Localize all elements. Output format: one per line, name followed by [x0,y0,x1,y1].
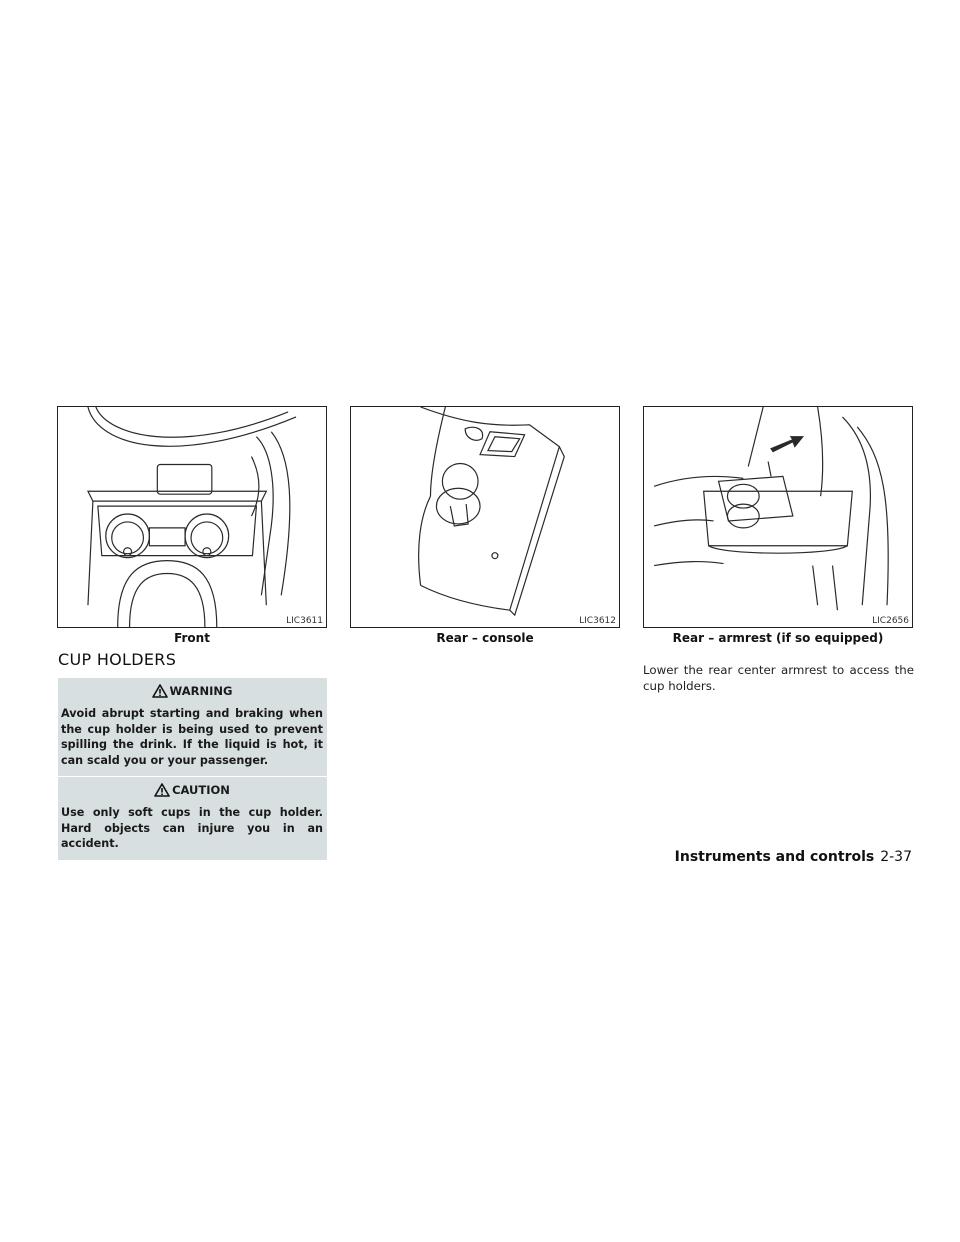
section-title: CUP HOLDERS [58,650,177,669]
caution-text: Use only soft cups in the cup holder. Hard objects can injure you in an accident. [61,806,323,850]
warning-text: Avoid abrupt starting and braking when the cup holder is being used to prevent spilling the drink. If the liquid is hot, it can scald you or your passenger. [61,707,323,767]
caution-header [61,783,323,797]
page-footer [675,849,912,865]
warning-box [58,678,327,776]
rear-console-cup-holder-illustration [351,407,619,627]
figure-front [57,406,327,628]
warning-triangle-icon [154,783,170,797]
warning-triangle-icon [152,684,168,698]
figure-rear-console [350,406,620,628]
figure-rear-armrest [643,406,913,628]
rear-armrest-cup-holder-illustration [644,407,912,627]
front-cup-holders-illustration [58,407,326,627]
caution-box [58,777,327,860]
warning-header [61,684,323,698]
figure-caption: Rear – console [436,631,534,645]
footer-section-name: Instruments and controls [674,849,875,865]
figure-code: LIC3611 [286,616,323,626]
figure-caption: Rear – armrest (if so equipped) [672,631,884,645]
caution-label: CAUTION [172,783,230,797]
page-number: 2-37 [880,849,912,865]
figure-code: LIC3612 [579,616,616,626]
figure-caption: Front [174,631,210,645]
warning-label: WARNING [169,684,233,698]
figure-code: LIC2656 [872,616,909,626]
body-paragraph: Lower the rear center armrest to access the cup holders. [643,663,914,693]
